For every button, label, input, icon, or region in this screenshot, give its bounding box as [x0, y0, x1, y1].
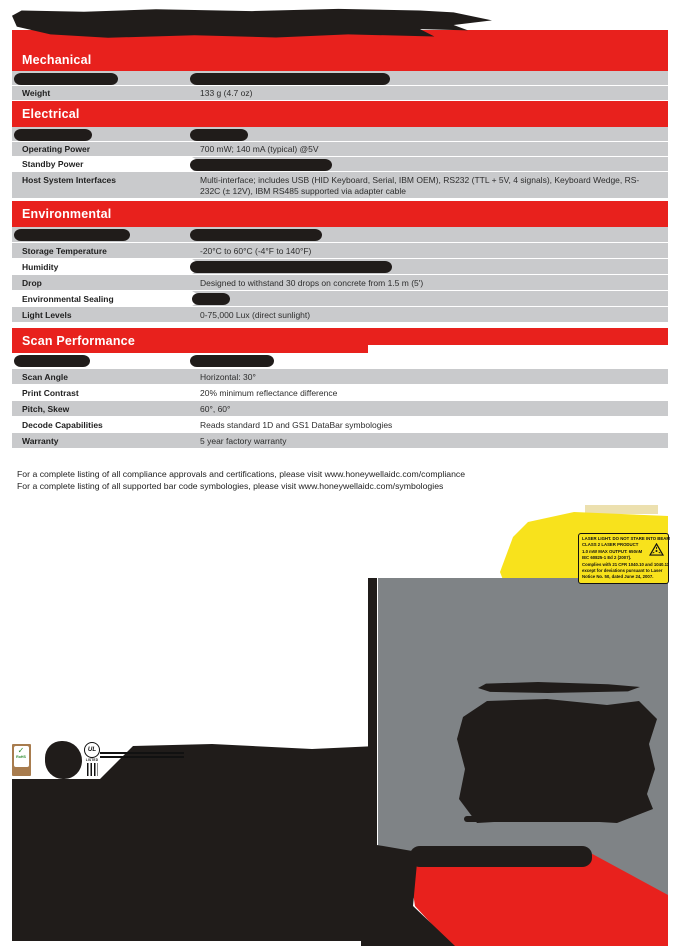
- certification-redaction-blob: [45, 741, 82, 779]
- spec-value: Multi-interface; includes USB (HID Keyboard, Serial, IBM OEM), RS232 (TTL + 5V, 4 signals), Keyboard Wedge, RS-232C (± 12V), IBM RS485 supported via adapter cable: [200, 175, 640, 196]
- spec-value: 60°, 60°: [200, 403, 231, 414]
- spec-row: [12, 307, 668, 323]
- redaction-blob: [192, 293, 230, 305]
- spec-label: Weight: [22, 88, 51, 98]
- white-patch-artifact: [368, 345, 668, 367]
- compliance-note: For a complete listing of all compliance approvals and certifications, please visit www.honeywellaidc.com/compliance: [17, 469, 466, 479]
- spec-label: Decode Capabilities: [22, 419, 103, 430]
- laser-warning-triangle-icon: [649, 543, 664, 561]
- redaction-blob: [190, 355, 274, 367]
- symbologies-note: For a complete listing of all supported bar code symbologies, please visit www.honeywellaidc.com/symbologies: [17, 481, 444, 491]
- spec-row: [12, 227, 668, 243]
- spec-row: [12, 275, 668, 291]
- rohs-text: RoHS: [16, 755, 26, 759]
- section-title: Scan Performance: [22, 333, 135, 348]
- spec-value: Designed to withstand 30 drops on concrete from 1.5 m (5'): [200, 277, 424, 288]
- environmental-table: [12, 227, 668, 323]
- laser-label-line: Notice No. 50, dated June 24, 2007.: [582, 574, 654, 580]
- electrical-table: [12, 127, 668, 199]
- spec-value: Horizontal: 30°: [200, 371, 256, 382]
- spec-row: [12, 369, 668, 385]
- redaction-blob: [14, 355, 90, 367]
- spec-value: 20% minimum reflectance difference: [200, 387, 338, 398]
- pale-yellow-strip: [585, 505, 658, 514]
- spec-label: Warranty: [22, 435, 59, 446]
- vertical-redaction-strip: [368, 578, 377, 750]
- redaction-blob: [14, 129, 92, 141]
- spec-label: Humidity: [22, 261, 59, 272]
- redaction-blob: [190, 73, 390, 85]
- ul-circle-icon: UL: [84, 742, 100, 758]
- mechanical-table: [12, 71, 668, 101]
- spec-value: 700 mW; 140 mA (typical) @5V: [200, 144, 319, 154]
- redaction-blob: [190, 159, 332, 171]
- section-title: Electrical: [22, 107, 80, 121]
- laser-label-line: 1.0 mW MAX OUTPUT: 650nM: [582, 548, 643, 554]
- redaction-blob: [464, 816, 614, 822]
- scan-performance-table: [12, 353, 668, 449]
- laser-label-line: except for deviations pursuant to Laser: [582, 568, 663, 574]
- spec-value: -20°C to 60°C (-4°F to 140°F): [200, 245, 312, 256]
- laser-label-line: IEC 60825-1 Ed 2 (2007).: [582, 555, 632, 561]
- spec-label: Pitch, Skew: [22, 403, 70, 414]
- rohs-badge: [14, 746, 29, 767]
- spec-label: Storage Temperature: [22, 245, 107, 256]
- spec-value: Reads standard 1D and GS1 DataBar symbologies: [200, 419, 393, 430]
- spec-row: [12, 291, 668, 307]
- redaction-blob: [190, 129, 248, 141]
- title-redaction-blob: [12, 8, 492, 39]
- redaction-blob: [190, 261, 392, 273]
- section-header-environmental: [12, 201, 668, 227]
- spec-label: Host System Interfaces: [22, 175, 117, 185]
- address-redaction-mass: [457, 699, 657, 823]
- spec-value: 133 g (4.7 oz): [200, 88, 253, 98]
- redaction-blob: [14, 73, 118, 85]
- spec-row: [12, 243, 668, 259]
- spec-label: Operating Power: [22, 144, 91, 154]
- logo-redaction-blob: [410, 846, 592, 867]
- redaction-blob: [190, 229, 322, 241]
- spec-row: [12, 127, 668, 142]
- spec-row: [12, 433, 668, 449]
- spec-label: Scan Angle: [22, 371, 68, 382]
- ul-listed-text: LISTED: [85, 758, 99, 762]
- section-title: Environmental: [22, 207, 112, 221]
- rohs-check-icon: ✓: [17, 746, 25, 755]
- spec-label: Standby Power: [22, 159, 84, 169]
- spec-label: Light Levels: [22, 309, 72, 320]
- laser-label-line: LASER LIGHT. DO NOT STARE INTO BEAM: [582, 536, 670, 541]
- laser-label-line: CLASS 2 LASER PRODUCT: [582, 542, 639, 548]
- spec-value: 0-75,000 Lux (direct sunlight): [200, 309, 311, 320]
- spec-row: [12, 157, 668, 172]
- spec-value: 5 year factory warranty: [200, 435, 287, 446]
- thin-rule: [100, 752, 184, 754]
- laser-label-line: Complies with 21 CFR 1040.10 and 1040.11: [582, 561, 670, 567]
- ul-listed-logo: [83, 742, 101, 776]
- section-header-electrical: [12, 101, 668, 127]
- spec-row: [12, 86, 668, 101]
- spec-row: [12, 259, 668, 275]
- spec-row: [12, 142, 668, 157]
- spec-row: [12, 417, 668, 433]
- thin-rule: [100, 756, 184, 758]
- spec-label: Print Contrast: [22, 387, 79, 398]
- spec-row: [12, 385, 668, 401]
- rohs-logo: [12, 744, 31, 776]
- section-title: Mechanical: [22, 53, 92, 67]
- ul-file-number-bars: [87, 763, 98, 776]
- redaction-blob: [14, 229, 130, 241]
- spec-row: [12, 401, 668, 417]
- spec-row: [12, 71, 668, 86]
- laser-warning-label: [578, 533, 669, 584]
- spec-label: Environmental Sealing: [22, 293, 114, 304]
- spec-row: [12, 172, 668, 199]
- spec-label: Drop: [22, 277, 42, 288]
